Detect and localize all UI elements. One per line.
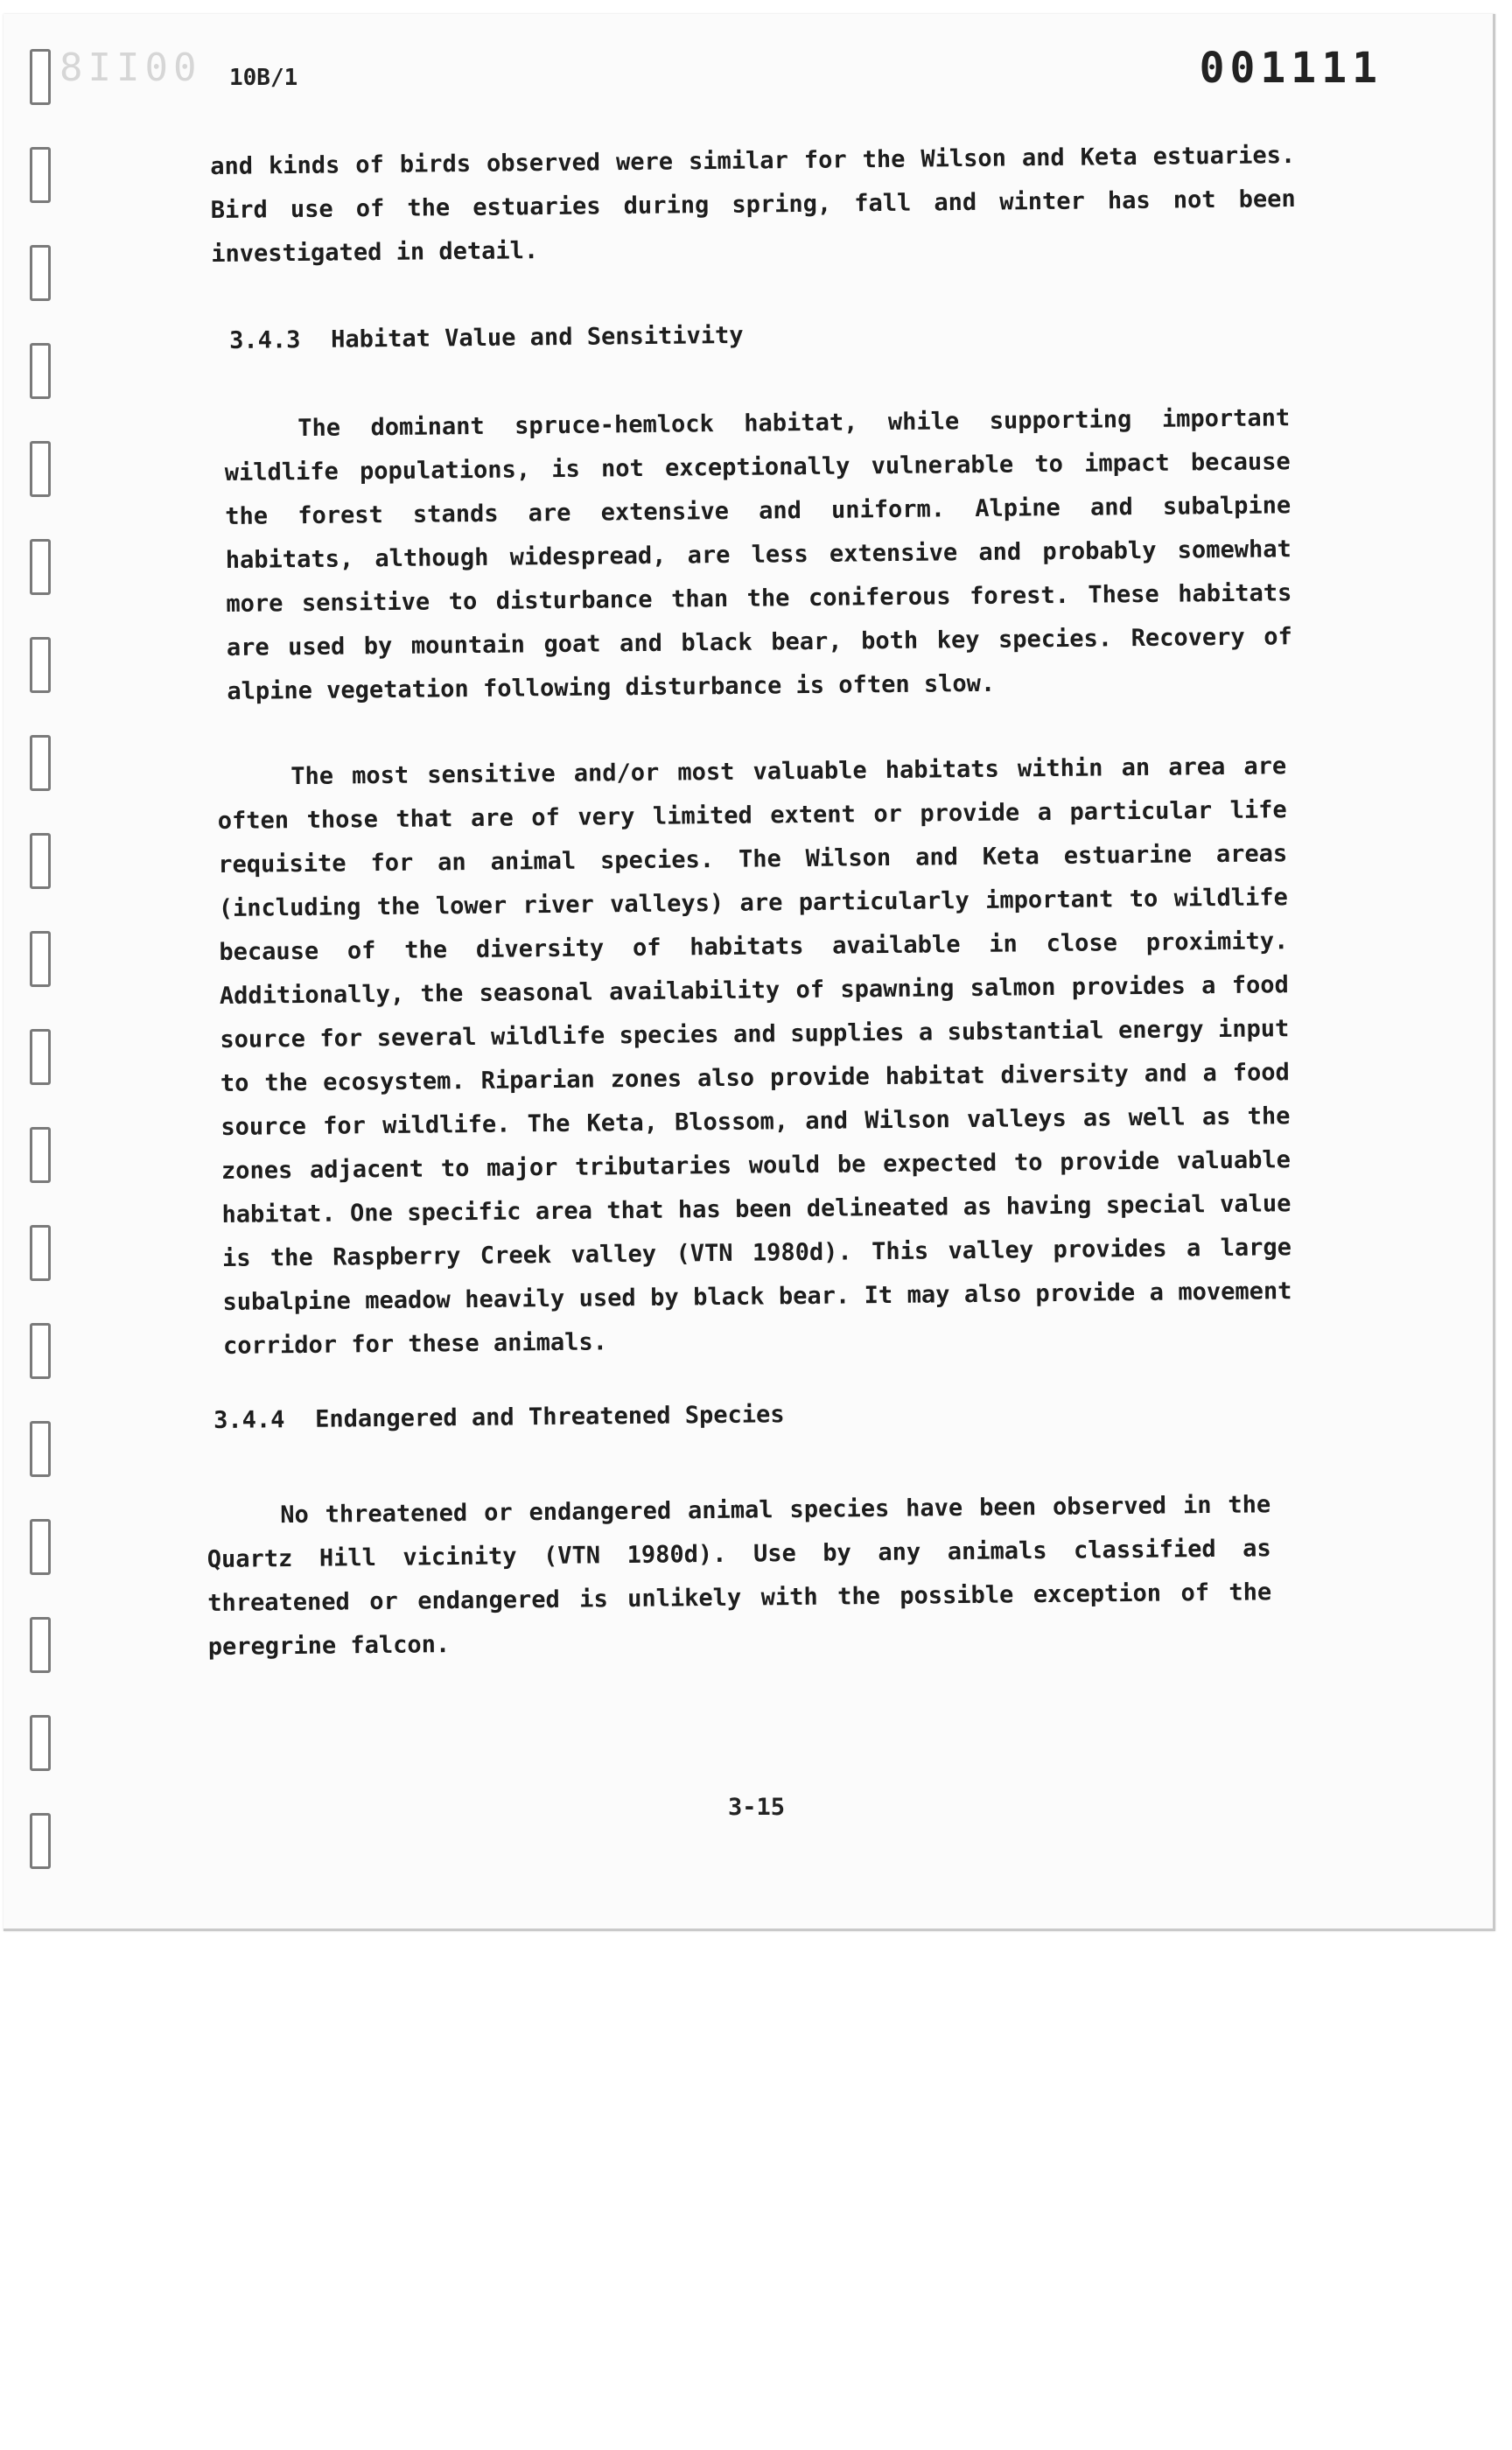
binder-hole — [30, 1715, 51, 1771]
section-number: 3.4.3 — [229, 326, 301, 354]
binder-hole — [30, 1323, 51, 1379]
binder-holes — [30, 49, 56, 1904]
document-page — [4, 14, 1495, 1931]
binder-hole — [30, 1813, 51, 1869]
section-title: Habitat Value and Sensitivity — [330, 321, 744, 354]
document-code: 10B/1 — [229, 65, 298, 91]
section-number: 3.4.4 — [214, 1406, 285, 1434]
binder-hole — [30, 147, 51, 203]
faint-stamp-number: 8II00 — [60, 46, 202, 90]
binder-hole — [30, 49, 51, 105]
binder-hole — [30, 441, 51, 497]
binder-hole — [30, 1421, 51, 1477]
binder-hole — [30, 833, 51, 889]
endangered-species-paragraph: No threatened or endangered animal species have been observed in the Quartz Hill vicinity (VTN 1980d). Use by any animals classified as threatened or endangered is unlikely with the possible exception of the peregrine falcon. — [206, 1491, 1272, 1661]
section-heading-3-4-4 — [214, 1401, 785, 1434]
binder-hole — [30, 637, 51, 693]
habitat-paragraph: The dominant spruce-hemlock habitat, while supporting important wildlife populations, is not exceptionally vulnerable to impact because the forest stands are extensive and uniform. Alpine and subalpine habitats, although widespread, are less extensive and probably somewhat more sensitive to disturbance than the coniferous forest. These habitats are used by mountain goat and black bear, both key species. Recovery of alpine vegetation following disturbance is often slow. — [224, 404, 1292, 705]
binder-hole — [30, 931, 51, 987]
section-heading-3-4-3 — [229, 322, 744, 354]
binder-hole — [30, 245, 51, 301]
binder-hole — [30, 1225, 51, 1281]
section-title: Endangered and Threatened Species — [314, 1401, 785, 1433]
binder-hole — [30, 1029, 51, 1085]
document-number: 001111 — [1199, 44, 1382, 93]
binder-hole — [30, 539, 51, 595]
intro-paragraph: and kinds of birds observed were similar for the Wilson and Keta estuaries. Bird use of the estuaries during spring, fall and winter has not been investigated in detail. — [210, 142, 1296, 268]
binder-hole — [30, 1617, 51, 1673]
binder-hole — [30, 343, 51, 399]
binder-hole — [30, 735, 51, 791]
binder-hole — [30, 1519, 51, 1575]
sensitive-habitats-paragraph: The most sensitive and/or most valuable habitats within an area are often those that are of very limited extent or provide a particular life requisite for an animal species. The Wilson and Keta estuarine areas (including the lower river valleys) are particularly important to wildlife because of the diversity of habitats available in close proximity. Additionally, the seasonal availability of spawning salmon provides a food source for several wildlife species and supplies a substantial energy input to the ecosystem. Riparian zones also provide habitat diversity and a food source for wildlife. The Keta, Blossom, and Wilson valleys as well as the zones adjacent to major tributaries would be expected to provide valuable habitat. One specific area that has been delineated as having special value is the Raspberry Creek valley (VTN 1980d). This valley provides a large subalpine meadow heavily used by black bear. It may also provide a movement corridor for these animals. — [217, 752, 1292, 1360]
page-number: 3-15 — [728, 1794, 786, 1821]
binder-hole — [30, 1127, 51, 1183]
